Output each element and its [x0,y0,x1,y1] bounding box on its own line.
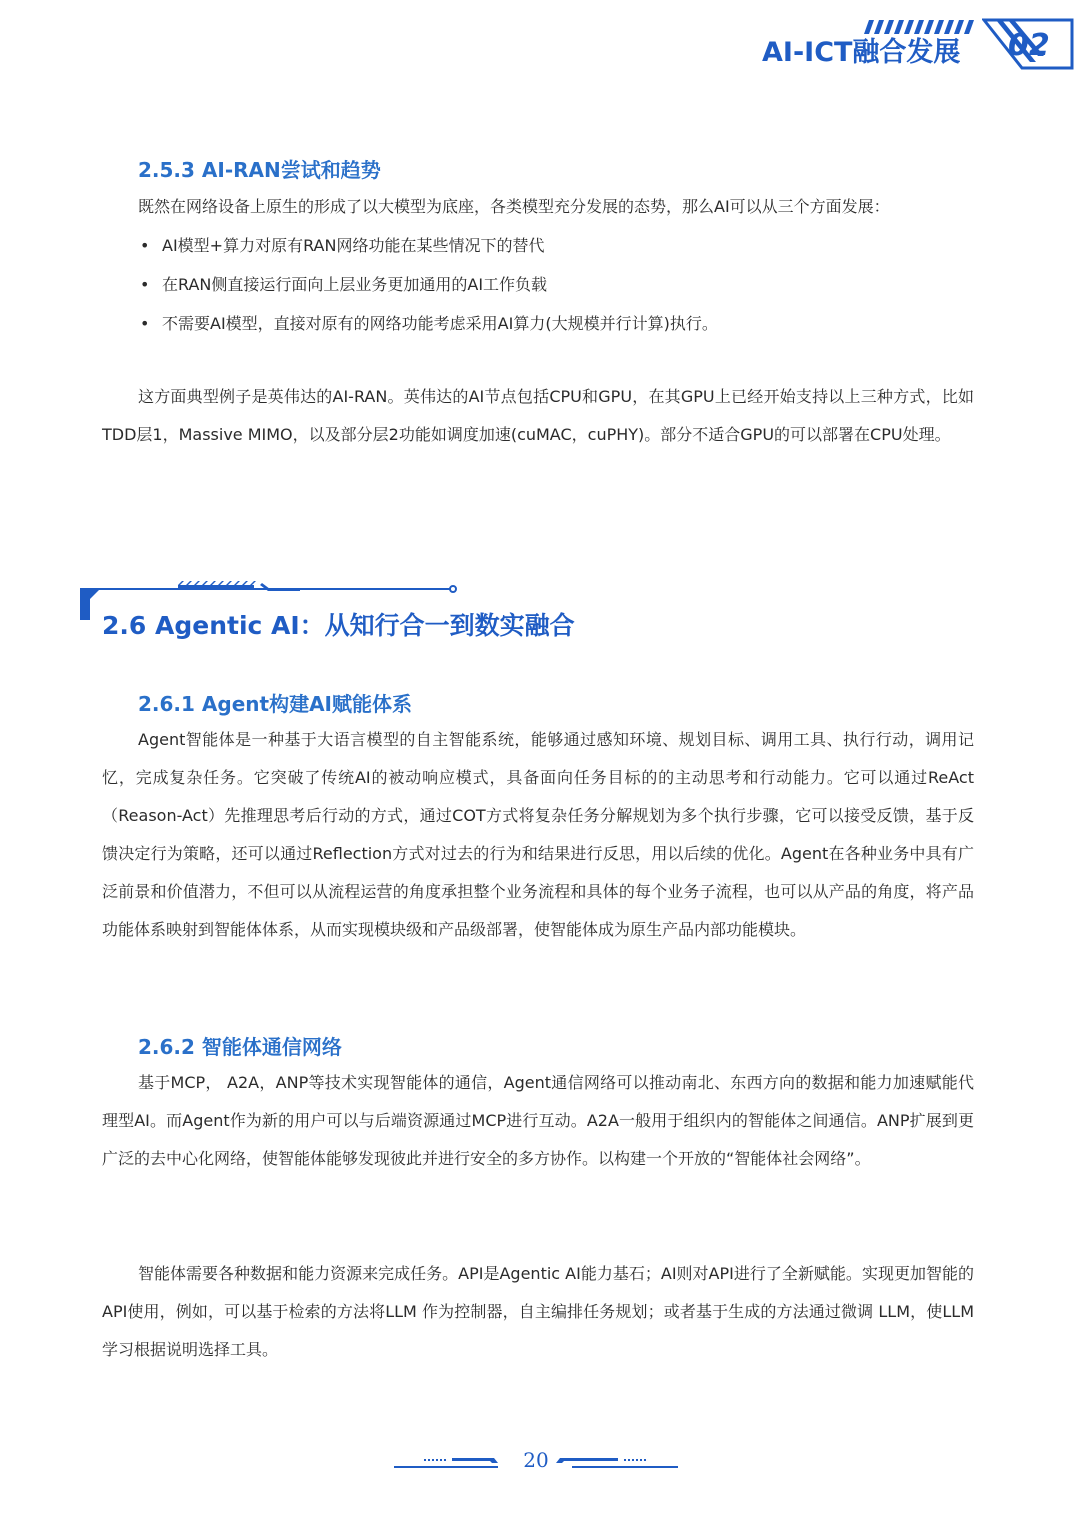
section-heading-2-6-2: 2.6.2 智能体通信网络 [138,1035,342,1059]
header-stripes-decoration [860,20,975,34]
footer-right-decoration [556,1454,680,1470]
list-item: • AI模型+算力对原有RAN网络功能在某些情况下的替代 [140,226,974,265]
paragraph-2-5-3-nvidia: 这方面典型例子是英伟达的AI-RAN。英伟达的AI节点包括CPU和GPU，在其GPU上已经开始支持以上三种方式，比如TDD层1，Massive MIMO，以及部分层2功能如调度加速(cuMAC，cuPHY)。部分不适合GPU的可以部署在CPU处理。 [102,387,974,444]
paragraph-2-6-2-api: 智能体需要各种数据和能力资源来完成任务。API是Agentic AI能力基石；AI则对API进行了全新赋能。实现更加智能的API使用，例如，可以基于检索的方法将LLM 作为控制器，自主编排任务规划；或者基于生成的方法通过微调 LLM，使LLM学习根据说明选择工具。 [102,1264,974,1359]
section-heading-2-6-1: 2.6.1 Agent构建AI赋能体系 [138,692,412,716]
header-title: AI-ICT融合发展 [762,37,961,68]
paragraph-2-5-3-intro: 既然在网络设备上原生的形成了以大模型为底座，各类模型充分发展的态势，那么AI可以从三个方面发展： [138,197,890,216]
bullet-icon: • [140,314,150,333]
bullet-icon: • [140,236,150,255]
list-item: • 不需要AI模型，直接对原有的网络功能考虑采用AI算力(大规模并行计算)执行。 [140,304,974,343]
bullet-icon: • [140,275,150,294]
bullet-list-2-5-3 [140,226,974,343]
list-item: • 在RAN侧直接运行面向上层业务更加通用的AI工作负载 [140,265,974,304]
section-heading-2-5-3: 2.5.3 AI-RAN尝试和趋势 [138,158,381,182]
chapter-number: 02 [1008,28,1050,63]
page-number: 20 [523,1448,549,1472]
section-heading-2-6: 2.6 Agentic AI：从知行合一到数实融合 [102,611,575,640]
paragraph-2-6-2-communication: 基于MCP， A2A，ANP等技术实现智能体的通信，Agent通信网络可以推动南北、东西方向的数据和能力加速赋能代理型AI。而Agent作为新的用户可以与后端资源通过MCP进行互动。A2A一般用于组织内的智能体之间通信。ANP扩展到更广泛的去中心化网络，使智能体能够发现彼此并进行安全的多方协作。以构建一个开放的“智能体社会网络”。 [102,1073,974,1168]
paragraph-2-6-1: Agent智能体是一种基于大语言模型的自主智能系统，能够通过感知环境、规划目标、调用工具、执行行动，调用记忆，完成复杂任务。它突破了传统AI的被动响应模式，具备面向任务目标的的主动思考和行动能力。它可以通过ReAct（Reason-Act）先推理思考后行动的方式，通过COT方式将复杂任务分解规划为多个执行步骤，它可以接受反馈，基于反馈决定行为策略，还可以通过Reflection方式对过去的行为和结果进行反思，用以后续的优化。Agent在各种业务中具有广泛前景和价值潜力，不但可以从流程运营的角度承担整个业务流程和具体的每个业务子流程，也可以从产品的角度，将产品功能体系映射到智能体体系，从而实现模块级和产品级部署，使智能体成为原生产品内部功能模块。 [102,730,974,939]
footer-left-decoration [394,1454,514,1470]
